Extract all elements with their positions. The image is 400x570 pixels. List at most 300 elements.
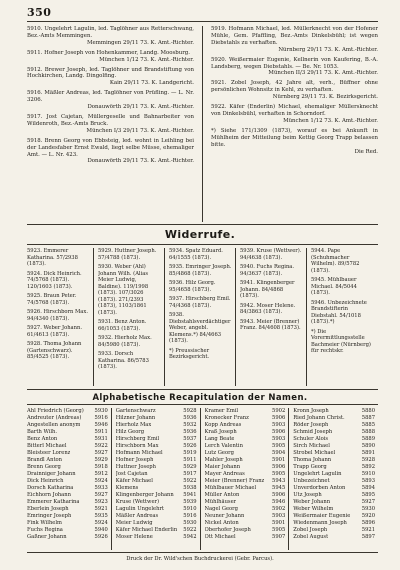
alpha-name: Hilz Georg [115,429,145,435]
alpha-entry-number: 5916 [183,513,197,519]
entry-text: 5921. Zobel Joseph, 42 Jahre alt, verh., Büffner ohne persönlichen Wohnsitz in Kehl, zu verhaften. [211,80,378,94]
alpha-entry-number: 5937 [183,436,197,442]
alpha-name: Käfer Michael Enderlin [115,527,178,533]
alpha-row [293,527,375,534]
widerrufe-column [240,248,307,386]
alpha-name: Klemens [115,485,139,491]
widerruf-item: 5945. Mühlbauer Michael. 84/5044 (1873). [311,277,357,296]
widerrufe-column [169,248,236,386]
alpha-entry-number: 5902 [272,408,286,414]
alpha-name: Nickel Anton [204,520,239,526]
alpha-entry-number: 5885 [361,422,375,428]
alpha-row [116,520,197,527]
warrant-entries [27,26,378,222]
alpha-entry-number: 5946 [272,499,286,505]
alpha-row [293,422,375,429]
warrant-entry [211,104,378,125]
alpha-entry-number: 5936 [183,415,197,421]
alpha-entry-number: 5906 [272,429,286,435]
warrant-entry [211,80,378,101]
alpha-row [116,457,197,464]
alpha-entry-number: 5935 [94,513,108,519]
alpha-name: Mayer Andreas [204,471,245,477]
alpha-name: Ried Johann Christ. [293,415,345,421]
entry-text: 5917. Jost Cajetan, Müllergeselle und Bahnarbeiter von Wildenroth, Bez.-Amts Bruck. [27,113,194,127]
alpha-row [293,450,375,457]
entry-signature: Die Red. [354,148,378,155]
alpha-entry-number: 5927 [94,450,108,456]
alpha-name: Schuler Alois [293,436,329,442]
alpha-name: Lang Beate [204,436,235,442]
alpha-name: Dorsch Katharina [27,485,74,491]
alpha-entry-number: 5905 [272,471,286,477]
alpha-entry-number: 5901 [272,520,286,526]
alpha-name: Kruse (Wettwer) [115,499,160,505]
alpha-entry-number: 5943 [272,478,286,484]
alpha-row [27,457,108,464]
alpha-entry-number: 5927 [94,492,108,498]
alpha-entry-number: 5917 [183,471,197,477]
alpha-name: Oberhofer Joseph [204,527,251,533]
warrant-entry [27,90,194,111]
widerruf-item: 5943. Meier (Brenner) Franz. 84/4608 (1873). [240,318,301,331]
widerruf-item: *) Preussischer Bezirksgericht. [169,347,210,360]
alpha-entry-number: 5923 [94,499,108,505]
widerruf-item: *) Die Vorermittlungsstelle Bachmeier (Nürnberg) für rechtskr. [311,328,371,354]
widerruf-item: 5941. Klingenberger Johann. 84/4868 (1873). [240,280,295,299]
alpha-row [27,429,108,436]
alpha-entry-number: 5922 [183,478,197,484]
entry-text: 5919. Hofmann Michael, led. Müllerknecht von der Hofener Mühle, Gem. Pfaffling, Bez.-Amts Dinkelsbühl; ist wegen Diebstahls zu verhaften. [211,26,378,46]
alpha-entry-number: 5894 [361,485,375,491]
alpha-entry-number: 5929 [94,457,108,463]
alpha-name: Benz Anton [27,436,58,442]
alpha-column [293,408,378,550]
printer-footer: Druck der Dr. Wild'schen Buchdruckerei (Gebr. Parcus). [126,556,274,562]
alpha-row [27,443,108,450]
alpha-entry-number: 5928 [361,457,375,463]
alpha-name: Ott Michael [204,534,236,540]
alpha-name: Lerch Valentin [204,443,243,449]
alpha-name: Lagulin Ungelehrt [115,506,164,512]
alpha-column [205,408,290,550]
widerruf-item: 5932. Hierholz Max. 84/5980 (1873). [98,335,152,348]
alpha-name: Eichhorn Johann [27,492,71,498]
widerruf-item: 5937. Hirschberg Emil. 74/4368 (1873). [169,296,231,309]
alpha-row [27,450,108,457]
alpha-entry-number: 5896 [361,520,375,526]
alpha-name: Kronn Joseph [293,408,329,414]
alpha-name: Kraß Joseph [204,429,237,435]
alpha-entry-number: 5906 [272,464,286,470]
alpha-recap-grid [27,408,378,550]
alpha-entry-number: 5905 [272,443,286,449]
warrant-entry [27,26,194,47]
warrant-entry [211,26,378,54]
alpha-row [116,443,197,450]
entry-text: 5911. Hofner Joseph von Hohenkammer, Landg. Moosburg. [27,49,190,56]
alpha-row [293,520,375,527]
alpha-row [116,408,197,415]
alpha-entry-number: 5907 [272,534,286,540]
alpha-entry-number: 5891 [361,450,375,456]
alpha-entry-number: 5928 [183,408,197,414]
alpha-row [27,471,108,478]
alpha-entry-number: 5918 [94,464,108,470]
entry-signature: Donauwörth 29/11 73. K. Amt.-Richter. [87,158,194,165]
widerruf-item: 5936. Hilz Georg. 95/4658 (1873). [169,280,216,293]
alpha-row [27,520,108,527]
alpha-row [293,443,375,450]
widerruf-item: 5944. Pape (Schuhmacher Wilhelm). 89/5782 (1873). [311,248,360,274]
alpha-column [116,408,201,550]
alpha-row [205,457,286,464]
alpha-name: Mühlbauer Michael [204,485,257,491]
alpha-entry-number: 5940 [94,527,108,533]
alpha-name: Gaßner Johann [27,534,67,540]
alpha-row [205,485,286,492]
alpha-row [293,506,375,513]
warrant-entry [211,57,378,78]
alpha-entry-number: 5910 [183,506,197,512]
alpha-name: Maier Johann [204,464,241,470]
alpha-column [27,408,112,550]
alpha-entry-number: 5911 [94,429,108,435]
alpha-entry-number: 5945 [272,485,286,491]
alpha-row [116,534,197,541]
alpha-row [27,534,108,541]
alpha-name: Müller Anton [204,492,240,498]
alpha-name: Weißermaier Eugenie [293,513,351,519]
alpha-name: Fuchs Regina [27,527,63,533]
alpha-entry-number: 5890 [361,443,375,449]
warrant-entry [27,138,194,166]
alpha-entry-number: 5922 [183,527,197,533]
widerruf-item: 5927. Weber Johann. 61/4613 (1873). [27,325,82,338]
alpha-name: Drainniger Johann [27,471,76,477]
alpha-name: Utz Joseph [293,492,322,498]
alpha-entry-number: 5892 [361,464,375,470]
alpha-entry-number: 5922 [94,443,108,449]
alpha-name: Gartenschwarz [115,408,156,414]
alpha-name: Unverdorben Anton [293,485,346,491]
footer-rule [27,552,378,553]
section-rule [27,244,378,245]
widerruf-item: 5946. Unbezeichnete Brandstifterin Diebstahl. 54/1018 (1873).*) [311,299,367,325]
alpha-row [27,415,108,422]
alpha-row [27,436,108,443]
widerruf-item: 5940. Fuchs Regina. 94/3637 (1873). [240,264,295,277]
alpha-name: Nagel Georg [204,506,238,512]
alpha-name: Hirschberg Emil [115,436,160,442]
alpha-name: Fink Wilhelm [27,520,62,526]
alpha-row [27,478,108,485]
widerrufe-column [311,248,378,386]
alpha-name: Unbezeichnet [293,478,330,484]
alpha-row [27,464,108,471]
widerruf-item: 5930. Weber (Ahl) Johann Wilh. (Alias Meier Ludwig, Baldine). 119/1998 (1873). 107/3026 (1873). 271/2393 (1873), 1103/1861 (1873). [98,264,149,316]
entry-text: *) Siehe 171/1309 (1873), worauf es bei Ankunft in Mühlheim der Mitteilung beim Kettig Georg Trapp belassen bitte. [211,127,378,148]
alpha-row [116,471,197,478]
alpha-name: Ungelehrt Lagulin [293,471,342,477]
widerrufe-column [27,248,94,386]
widerruf-item: 5935. Emringer Joseph. 85/4868 (1873). [169,264,232,277]
alpha-entry-number: 5924 [94,478,108,484]
alpha-name: Zobel Joseph [293,527,328,533]
widerrufe-heading: Widerrufe. [164,228,236,241]
alpha-row [27,513,108,520]
alpha-row [27,506,108,513]
alpha-entry-number: 5880 [361,408,375,414]
alpha-name: Käfer Michael [115,478,153,484]
alpha-row [27,492,108,499]
warrant-entry [211,128,378,156]
alpha-row [205,534,286,541]
alpha-row [293,492,375,499]
alpha-entry-number: 5941 [183,492,197,498]
alpha-row [205,429,286,436]
alpha-entry-number: 5932 [183,422,197,428]
widerruf-item: 5933. Dorsch Katharina. 86/5783 (1873). [98,351,149,370]
alpha-name: Emringer Joseph [27,513,72,519]
alpha-entry-number: 5919 [183,450,197,456]
alpha-row [205,499,286,506]
alpha-name: Trapp Georg [293,464,327,470]
alpha-entry-number: 5946 [94,422,108,428]
alpha-row [116,506,197,513]
alpha-row [205,478,286,485]
alpha-row [293,408,375,415]
alpha-entry-number: 5929 [183,464,197,470]
alpha-name: Röder Joseph [293,422,329,428]
alpha-row [205,520,286,527]
widerrufe-grid [27,248,378,386]
alpha-name: Lutz Georg [204,450,234,456]
alpha-name: Huttner Joseph [115,464,156,470]
alpha-name: Dick Heinrich [27,478,64,484]
alpha-name: Strobel Michael [293,450,336,456]
alpha-name: Neuner Johann [204,513,245,519]
alpha-entry-number: 5936 [183,429,197,435]
alpha-row [293,534,375,541]
widerruf-item: 5942. Moser Helene. 84/3863 (1873). [240,302,296,315]
alpha-entry-number: 5902 [272,506,286,512]
alpha-name: Hofner Joseph [115,457,154,463]
entry-text: 5916. Mäßler Andreas, led. Taglöhner von Prüfling. — L. Nr. 3206. [27,90,194,104]
alpha-row [27,408,108,415]
widerruf-item: 5928. Thoma Johann (Gartenschwarz). 85/4525 (1873). [27,341,82,360]
entry-signature: München 1/12 73. K. Amt.-Richter. [99,56,194,63]
alpha-entry-number: 5903 [272,436,286,442]
widerruf-item: 5926. Hirschborn Max. 94/4340 (1873). [27,309,88,322]
alpha-name: Wiedenmann Joseph [293,520,347,526]
entry-signature: München I/3 29/11 73. K. Amt.-Richter. [86,127,194,134]
alpha-name: Hofmann Michael [115,450,163,456]
alpha-row [116,436,197,443]
warrant-entry [27,50,194,64]
alpha-entry-number: 5924 [94,520,108,526]
widerruf-item: 5939. Kruse (Wettwer). 94/4638 (1873). [240,248,302,261]
alpha-name: Schmid Joseph [293,429,333,435]
alpha-row [293,436,375,443]
top-rule [27,21,378,22]
alpha-entry-number: 5912 [94,471,108,477]
alpha-entry-number: 5931 [94,436,108,442]
alpha-name: Klingenberger Johann [115,492,174,498]
alpha-row [116,527,197,534]
alpha-name: Meier (Brenner) Franz [204,478,265,484]
alpha-row [116,485,197,492]
widerruf-item: 5925. Braun Peter. 74/5768 (1873). [27,293,77,306]
alpha-name: Hilzner Johann [115,415,156,421]
alpha-row [293,499,375,506]
column-divider [202,26,203,222]
alpha-row [116,450,197,457]
alpha-name: Kopp Andreas [204,422,242,428]
alpha-row [205,450,286,457]
alpha-name: Brandl Anton [27,457,62,463]
alpha-row [116,492,197,499]
section-rule [27,404,378,405]
entry-signature: München 1/12 73. K. Amt.-Richter. [283,117,378,124]
alpha-row [116,422,197,429]
widerruf-item: 5923. Emmerer Katharina. 57/2938 (1873). [27,248,78,267]
alpha-row [293,415,375,422]
alpha-name: Brenn Georg [27,464,61,470]
widerruf-item: 5931. Benz Anton. 66/1053 (1873). [98,319,147,332]
entries-right-column [211,26,378,222]
alpha-name: Thoma Johann [293,457,332,463]
alpha-row [293,457,375,464]
alpha-entry-number: 5921 [94,506,108,512]
alpha-name: Emmerer Katharina [27,499,80,505]
alpha-name: Ahl Friedrich (Georg) [27,408,84,414]
alpha-row [205,527,286,534]
alpha-name: Eberlein Joseph [27,506,69,512]
alpha-row [293,471,375,478]
alpha-entry-number: 5906 [272,415,286,421]
alpha-row [116,429,197,436]
alpha-entry-number: 5888 [361,429,375,435]
alpha-row [27,527,108,534]
alpha-row [27,485,108,492]
alpha-row [205,471,286,478]
alpha-row [293,464,375,471]
entry-text: 5920. Weißermaier Eugenie, Kellnerin von Kaufering, B.-A. Landsberg, wegen Diebstahls. — Be. Nr. 1053. [211,56,378,70]
alpha-name: Andreuter (Andreas) [27,415,82,421]
alpha-name: Mahler Joseph [204,457,243,463]
alpha-row [293,513,375,520]
alpha-entry-number: 5920 [361,513,375,519]
entry-text: 5922. Käfer (Enderlin) Michael, ehemaliger Müllersknecht von Dinkelsbühl, verhaften in Schorndorf. [211,104,378,117]
entry-signature: Nürnberg 29/11 73. K. Bezirksgericht. [272,94,378,101]
alpha-entry-number: 5889 [361,436,375,442]
entry-text: 5910. Ungelehrt Lagulin, led. Taglöhner aus Retterschwang, Bez.-Amts Memmingen. [27,26,194,39]
entry-signature: Memmingen 29/11 73. K. Amt.-Richter. [87,39,194,46]
alpha-name: Mäßler Andreas [115,513,159,519]
alpha-name: Weber Johann [293,499,331,505]
alpha-recap-heading: Alphabetische Recapitulation der Namen. [92,393,308,403]
alpha-row [116,499,197,506]
alpha-entry-number: 5938 [183,485,197,491]
alpha-entry-number: 5926 [183,443,197,449]
alpha-row [205,443,286,450]
alpha-name: Moser Helene [115,534,153,540]
alpha-row [205,464,286,471]
alpha-name: Jost Cajetan [115,471,148,477]
alpha-entry-number: 5904 [272,450,286,456]
alpha-name: Weber Wilhelm [293,506,334,512]
alpha-row [293,429,375,436]
page-number: 350 [27,6,52,19]
alpha-row [293,485,375,492]
alpha-name: Barth Wilh. [27,429,58,435]
alpha-entry-number: 5926 [94,534,108,540]
alpha-name: Kronecker Franz [204,415,249,421]
section-rule [27,224,378,225]
widerruf-item: 5924. Dick Heinrich. 74/5768 (1873). 120/1603 (1873). [27,270,82,290]
alpha-entry-number: 5905 [272,527,286,533]
alpha-row [116,478,197,485]
alpha-entry-number: 5901 [272,457,286,463]
alpha-row [205,492,286,499]
warrant-entry [27,114,194,135]
alpha-row [205,513,286,520]
alpha-entry-number: 5916 [94,415,108,421]
entry-text: 5912. Brewer Joseph, led. Taglöhner und Brandstiftung von Hochkirchen, Landg. Dingolfing. [27,66,194,80]
alpha-row [116,513,197,520]
alpha-name: Sirch Michael [293,443,330,449]
alpha-name: Mühlhäuser [204,499,237,505]
alpha-entry-number: 5903 [272,422,286,428]
entry-signature: Kain 29/11 73. K. Landgericht. [109,80,194,87]
alpha-name: Kramer Emil [204,408,239,414]
alpha-row [293,478,375,485]
alpha-row [27,499,108,506]
widerruf-item: 5938. Diebstahlsverdächtiger Weber, angebl. Klemens.*) 84/4663 (1873). [169,312,231,344]
alpha-entry-number: 5930 [361,506,375,512]
alpha-entry-number: 5930 [94,408,108,414]
alpha-entry-number: 5927 [361,499,375,505]
widerruf-item: 5934. Spatz Eduard. 64/1555 (1873). [169,248,223,261]
alpha-name: Zobel August [293,534,329,540]
alpha-name: Hirschborn Max [115,443,159,449]
alpha-entry-number: 5903 [272,513,286,519]
alpha-name: Hierholz Max [115,422,152,428]
alpha-row [205,506,286,513]
alpha-entry-number: 5939 [183,499,197,505]
section-rule [27,389,378,390]
alpha-name: Angestellen anonym [27,422,81,428]
alpha-entry-number: 5942 [183,534,197,540]
alpha-row [205,408,286,415]
widerruf-item: 5929. Huttner Joseph. 57/4788 (1873). [98,248,157,261]
entry-signature: Donauwörth 29/11 73. K. Amt.-Richter. [87,104,194,111]
alpha-row [116,415,197,422]
alpha-row [116,464,197,471]
alpha-entry-number: 5930 [183,520,197,526]
alpha-entry-number: 5910 [361,471,375,477]
alpha-name: Bleisteer Lorenz [27,450,71,456]
widerrufe-column [98,248,165,386]
alpha-entry-number: 5895 [361,492,375,498]
alpha-entry-number: 5921 [361,527,375,533]
warrant-entry [27,67,194,88]
entry-signature: München II/3 29/11 73. K. Amt.-Richter. [268,70,378,77]
alpha-entry-number: 5906 [272,492,286,498]
entry-text: 5918. Brenn Georg von Ebbsteig, led. wohnt in Leihling bei der Landesfaber Ernst Ewald, liegt selbe Müsse, ehemaliger Amt. — L. Nr. 423. [27,137,194,158]
alpha-entry-number: 5911 [183,457,197,463]
